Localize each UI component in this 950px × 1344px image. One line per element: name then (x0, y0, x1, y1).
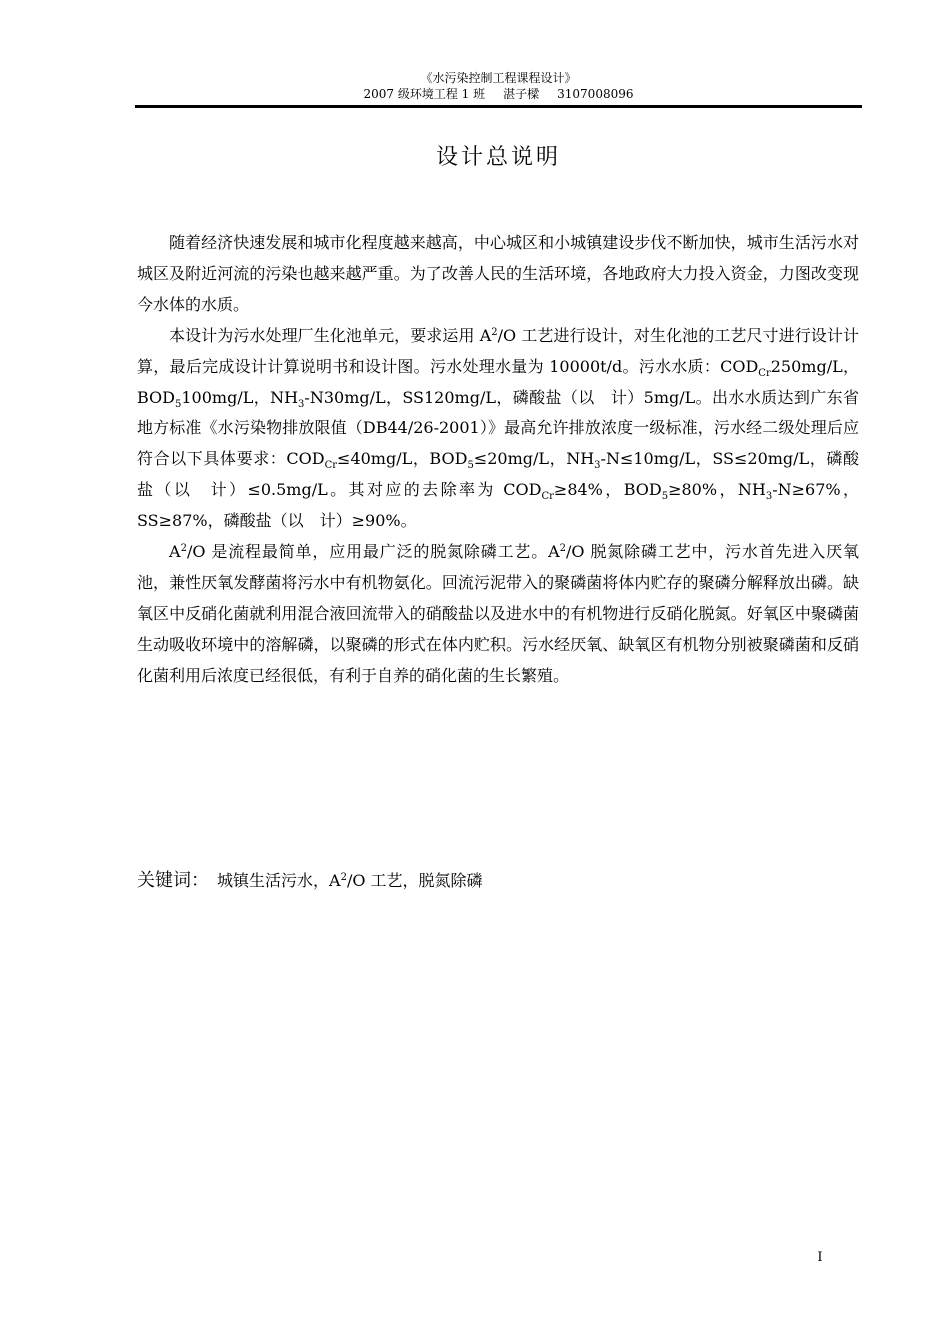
class-info: 2007 级环境工程 1 班 (363, 87, 486, 101)
keywords-label: 关键词： (137, 870, 209, 891)
document-title: 设计总说明 (435, 145, 561, 170)
paragraph-process: $A^2/O$ 是流程最简单，应用最广泛的脱氮除磷工艺。$A^2/O$ 脱氮除磷工艺中，污水首先进入厌氧池，兼性厌氧发酵菌将污水中有机物氨化。回流污泥带入的聚磷菌将体内贮存的聚磷分解释放出磷。缺氧区中反硝化菌就利用混合液回流带入的硝酸盐以及进水中的有机物进行反硝化脱氮。好氧区中聚磷菌生动吸收环境中的溶解磷，以聚磷的形式在体内贮积。污水经厌氧、缺氧区有机物分别被聚磷菌和反硝化菌利用后浓度已经很低，有利于自养的硝化菌的生长繁殖。 (137, 542, 859, 685)
author-line (135, 86, 862, 102)
page-number: I (817, 1250, 823, 1265)
paragraph-design: 本设计为污水处理厂生化池单元，要求运用 $A^2/O$ 工艺进行设计，对生化池的工艺尺寸进行设计计算，最后完成设计计算说明书和设计图。污水处理水量为 10000t/d。污水水质：$COD_{Cr}250mg/L$，$BOD_5100mg/L$，$NH_3-N30mg/L$，SS120mg/L，磷酸盐（以 计）5mg/L。出水水质达到广东省地方标准《水污染物排放限值（DB44/26-2001）》最高允许排放浓度一级标准，污水经二级处理后应符合以下具体要求：$COD_{Cr}\le 40mg/L$，$BOD_5\le 20mg/L$，$NH_3-N\le 10mg/L$，SS≤20mg/L，磷酸盐（以 计）≤0.5mg/L。其对应的去除率为 $COD_{Cr}\ge 84\%$，$BOD_5\ge 80\%$，$NH_3-N\ge 67\%$，SS≥87%，磷酸盐（以 计）≥90%。 (137, 325, 859, 531)
keywords-text: 城镇生活污水，$A^2/O$ 工艺，脱氮除磷 (217, 871, 483, 890)
paragraph-intro: 随着经济快速发展和城市化程度越来越高，中心城区和小城镇建设步伐不断加快，城市生活污水对城区及附近河流的污染也越来越严重。为了改善人民的生活环境，各地政府大力投入资金，力图改变现今水体的水质。 (137, 233, 859, 314)
page-header (135, 70, 862, 102)
course-title: 《水污染控制工程课程设计》 (420, 71, 577, 85)
student-id: 3107008096 (557, 87, 634, 101)
body-text (137, 228, 859, 692)
keywords-line (137, 866, 859, 896)
header-divider (135, 105, 862, 108)
author-name: 湛子樑 (503, 87, 540, 101)
